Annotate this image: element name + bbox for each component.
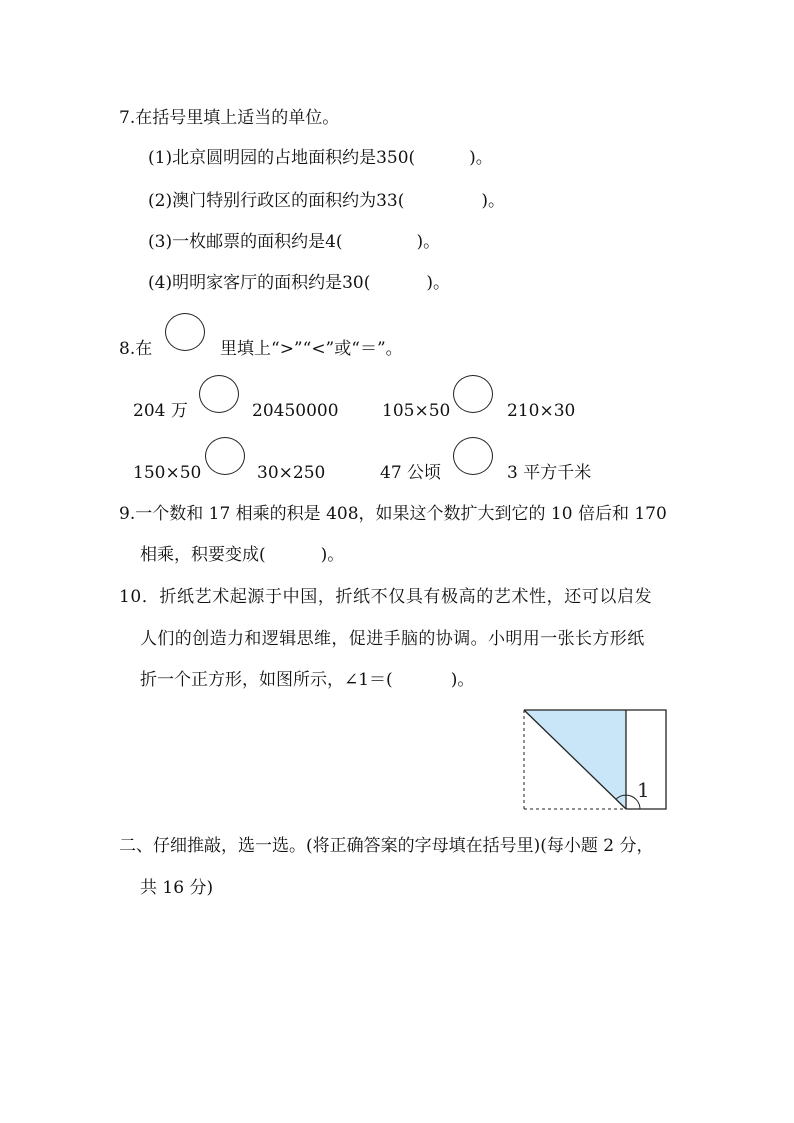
q7-item-3-close: )。: [416, 232, 441, 252]
comparison-circle[interactable]: [205, 437, 245, 475]
q7-item-4-text: (4)明明家客厅的面积约是30(: [148, 273, 371, 293]
q10-line-3-text: 折一个正方形，如图所示，∠1＝(: [140, 670, 393, 690]
q8-r2-a-right: 30×250: [257, 463, 326, 483]
q7-item-1-close: )。: [469, 148, 493, 168]
q10-line-3: [140, 669, 474, 691]
q8-r2-b-left: 47 公顷: [380, 463, 442, 483]
q9-line-1: 9.一个数和 17 相乘的积是 408，如果这个数扩大到它的 10 倍后和 170: [119, 504, 667, 524]
q7-item-4: [148, 272, 450, 294]
comparison-circle[interactable]: [199, 375, 239, 413]
q8-r2-a-left: 150×50: [133, 463, 202, 483]
comparison-circle-example: [165, 313, 205, 351]
q8-r1-b-right: 210×30: [507, 401, 576, 421]
q9-line-2-text: 相乘，积要变成(: [140, 545, 266, 565]
q7-item-4-close: )。: [426, 273, 450, 293]
q7-item-3: [148, 231, 440, 253]
q9-line-2: [140, 544, 344, 566]
q9-line-2-close: )。: [320, 545, 345, 565]
q10-line-3-close: )。: [450, 670, 475, 690]
q7-title: 7.在括号里填上适当的单位。: [119, 108, 340, 128]
q7-item-3-text: (3)一枚邮票的面积约是4(: [148, 232, 343, 252]
comparison-circle[interactable]: [453, 375, 493, 413]
q8-r1-b-left: 105×50: [382, 401, 451, 421]
q8-r1-a-right: 20450000: [252, 401, 339, 421]
q7-item-2-close: )。: [481, 191, 505, 211]
q8-r2-b-right: 3 平方千米: [507, 463, 592, 483]
comparison-circle[interactable]: [453, 437, 493, 475]
q7-item-2-text: (2)澳门特别行政区的面积约为33(: [148, 191, 405, 211]
q8-prefix: 8.在: [119, 339, 153, 359]
section2-line-2: 共 16 分): [140, 878, 214, 898]
q7-item-1: [148, 147, 493, 169]
q8-suffix: 里填上“>”“<”或“＝”。: [220, 339, 403, 359]
q8-r1-a-left: 204 万: [133, 401, 188, 421]
q10-line-1: 10．折纸艺术起源于中国，折纸不仅具有极高的艺术性，还可以启发: [119, 587, 653, 607]
paper-folding-figure: [515, 703, 675, 818]
q7-item-2: [148, 190, 505, 212]
angle-1-label: 1: [637, 778, 650, 802]
q7-item-1-text: (1)北京圆明园的占地面积约是350(: [148, 148, 416, 168]
section2-line-1: 二、仔细推敲，选一选。(将正确答案的字母填在括号里)(每小题 2 分，: [119, 836, 654, 856]
q10-line-2: 人们的创造力和逻辑思维，促进手脑的协调。小明用一张长方形纸: [140, 629, 645, 649]
